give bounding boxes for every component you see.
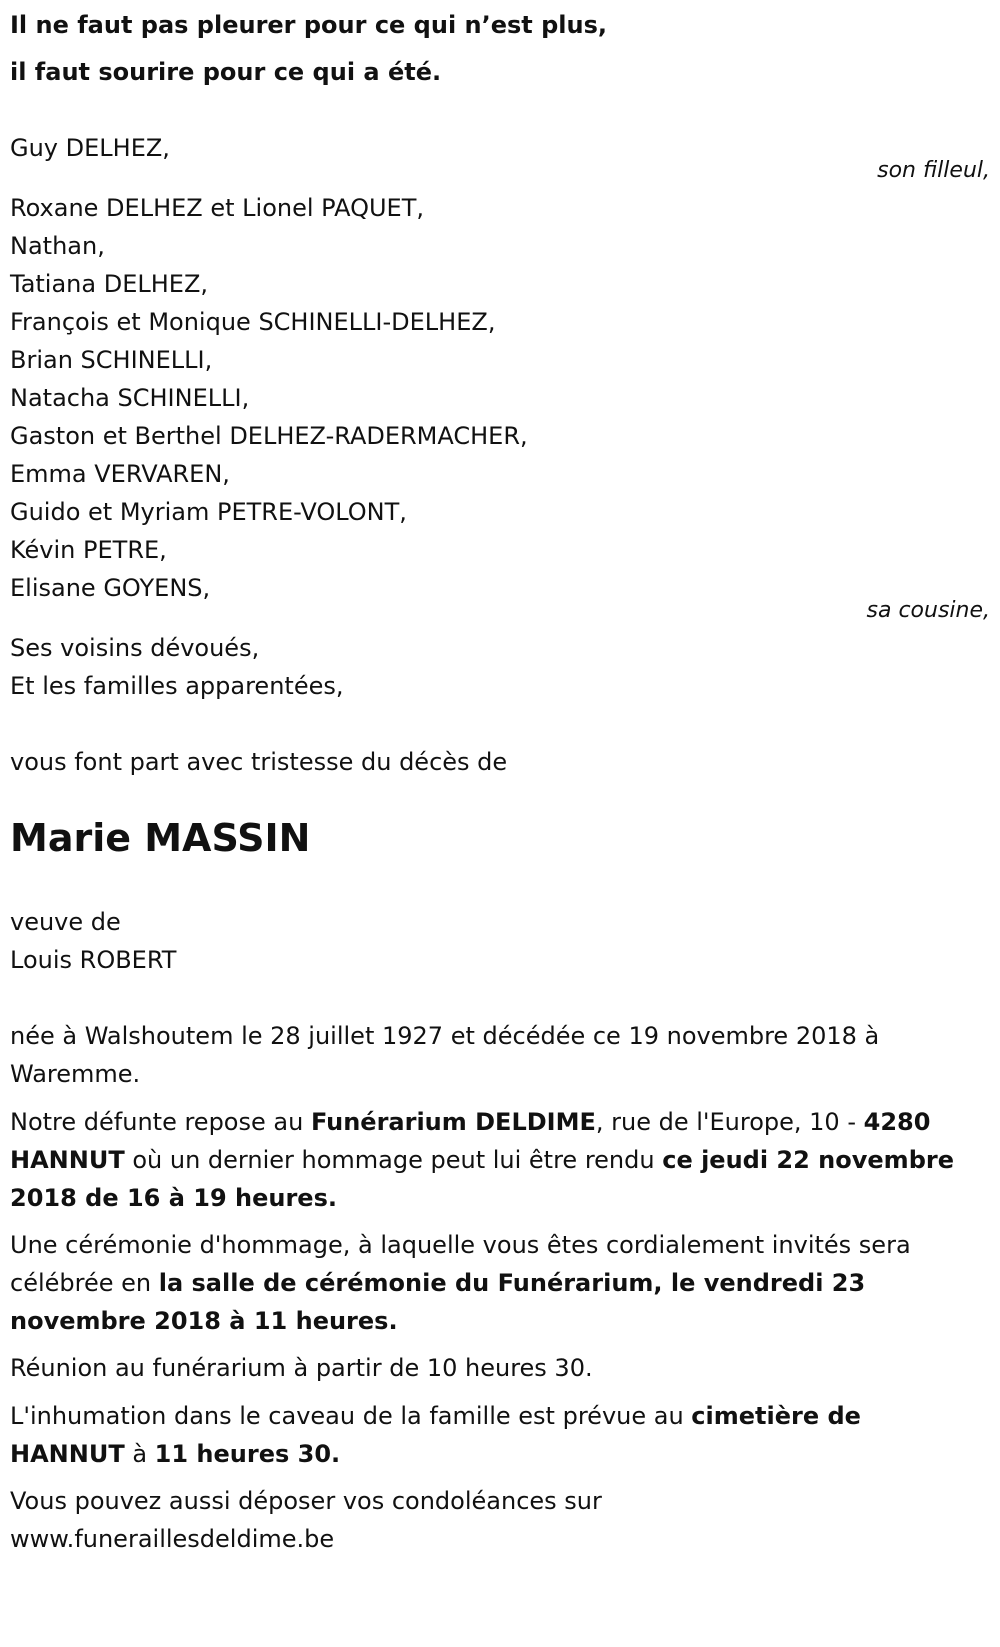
- family-other: Ses voisins dévoués,: [10, 634, 260, 662]
- burial-paragraph: [10, 1397, 970, 1473]
- family-first: Guy DELHEZ,: [10, 134, 170, 162]
- spouse-name: Louis ROBERT: [10, 946, 177, 974]
- birth-death-paragraph: née à Walshoutem le 28 juillet 1927 et décédée ce 19 novembre 2018 à Waremme.: [10, 1022, 880, 1088]
- announcement: vous font part avec tristesse du décès de: [10, 748, 508, 776]
- cemetery-name: cimetière de HANNUT: [10, 1402, 861, 1468]
- family-member: François et Monique SCHINELLI-DELHEZ,: [10, 308, 496, 336]
- family-member: Kévin PETRE,: [10, 536, 167, 564]
- family-member: Elisane GOYENS,: [10, 574, 211, 602]
- burial-text: à: [124, 1440, 155, 1468]
- ceremony-text: Une cérémonie d'hommage, à laquelle vous êtes cordialement invités sera célébrée en: [10, 1231, 911, 1297]
- family-first-role: son filleul,: [877, 158, 990, 183]
- condolences-text: Vous pouvez aussi déposer vos condoléances sur: [10, 1487, 602, 1515]
- family-member: Emma VERVAREN,: [10, 460, 230, 488]
- deceased-name: Marie MASSIN: [10, 816, 311, 860]
- widow-of-label: veuve de: [10, 908, 121, 936]
- family-member: Guido et Myriam PETRE-VOLONT,: [10, 498, 407, 526]
- condolences-paragraph: [10, 1482, 970, 1558]
- visitation-time: ce jeudi 22 novembre 2018 de 16 à 19 heures.: [10, 1146, 954, 1212]
- family-member: Nathan,: [10, 232, 105, 260]
- family-member: Natacha SCHINELLI,: [10, 384, 250, 412]
- family-other: Et les familles apparentées,: [10, 672, 344, 700]
- repose-text: où un dernier hommage peut lui être rendu: [124, 1146, 663, 1174]
- epigraph-line-2: il faut sourire pour ce qui a été.: [10, 58, 442, 86]
- repose-paragraph: [10, 1103, 970, 1217]
- burial-text: L'inhumation dans le caveau de la famille est prévue au: [10, 1402, 692, 1430]
- funerarium-name: Funérarium DELDIME: [310, 1108, 596, 1136]
- family-member: Tatiana DELHEZ,: [10, 270, 209, 298]
- repose-text: , rue de l'Europe, 10 -: [595, 1108, 864, 1136]
- burial-time: 11 heures 30.: [154, 1440, 341, 1468]
- family-members-role: sa cousine,: [866, 598, 990, 623]
- family-member: Brian SCHINELLI,: [10, 346, 213, 374]
- condolences-link[interactable]: www.funeraillesdeldime.be: [10, 1525, 335, 1553]
- ceremony-paragraph: [10, 1226, 970, 1340]
- family-member: Roxane DELHEZ et Lionel PAQUET,: [10, 194, 424, 222]
- ceremony-place-time: la salle de cérémonie du Funérarium, le vendredi 23 novembre 2018 à 11 heures.: [10, 1269, 866, 1335]
- repose-text: Notre défunte repose au: [10, 1108, 311, 1136]
- funerarium-city: 4280 HANNUT: [10, 1108, 931, 1174]
- epigraph-line-1: Il ne faut pas pleurer pour ce qui n’est plus,: [10, 11, 608, 39]
- reunion-paragraph: Réunion au funérarium à partir de 10 heures 30.: [10, 1354, 593, 1382]
- family-member: Gaston et Berthel DELHEZ-RADERMACHER,: [10, 422, 528, 450]
